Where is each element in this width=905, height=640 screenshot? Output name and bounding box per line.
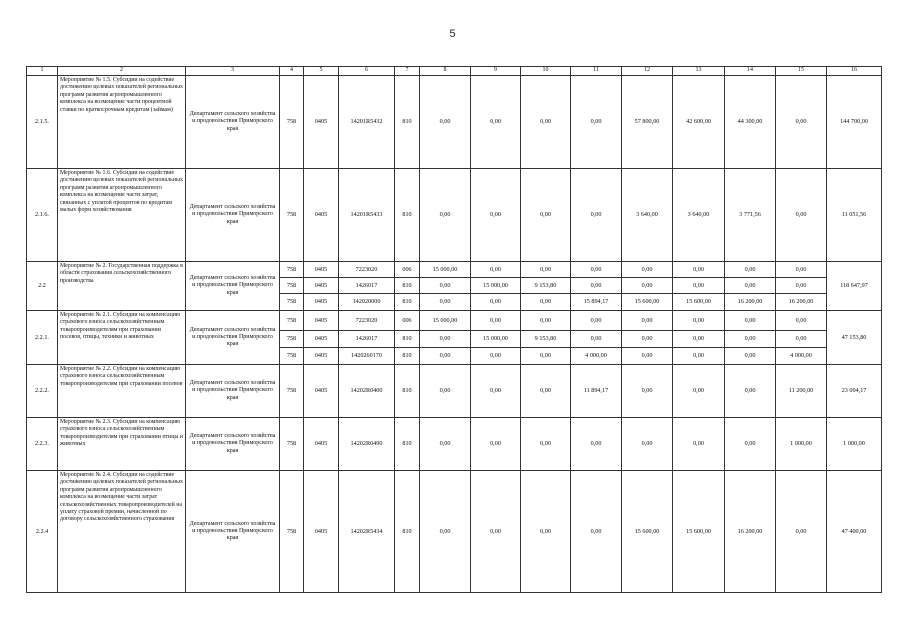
- amount-col-15: 11 200,00: [776, 365, 827, 418]
- amount-col-14: 16 200,00: [725, 471, 776, 593]
- row-total: 118 647,97: [827, 262, 882, 311]
- amount-col-13: 42 600,00: [673, 76, 725, 169]
- amount-col-15: 0,00: [776, 278, 827, 294]
- row-total: 144 700,00: [827, 76, 882, 169]
- amount-col-13: 15 600,00: [673, 471, 725, 593]
- column-header-16: 16: [827, 67, 882, 76]
- row-total: 11 051,56: [827, 169, 882, 262]
- table-row: [27, 471, 882, 593]
- ministry-code: 758: [280, 278, 304, 294]
- amount-col-14: 44 300,00: [725, 76, 776, 169]
- amount-col-12: 15 600,00: [622, 294, 673, 311]
- responsible-department: Департамент сельского хозяйства и продовольствия Приморского края: [186, 76, 280, 169]
- section-code: 0405: [304, 348, 339, 365]
- target-article-code: 1426017: [339, 331, 395, 348]
- section-code: 0405: [304, 294, 339, 311]
- amount-col-12: 0,00: [622, 418, 673, 471]
- ministry-code: 758: [280, 76, 304, 169]
- column-header-5: 5: [304, 67, 339, 76]
- amount-col-11: 15 894,17: [571, 294, 622, 311]
- amount-col-9: 0,00: [471, 418, 521, 471]
- column-header-14: 14: [725, 67, 776, 76]
- row-total: 47 400,00: [827, 471, 882, 593]
- section-code: 0405: [304, 331, 339, 348]
- column-header-7: 7: [395, 67, 420, 76]
- amount-col-8: 0,00: [420, 278, 471, 294]
- expense-type-code: 810: [395, 418, 420, 471]
- section-code: 0405: [304, 278, 339, 294]
- amount-col-12: 3 640,00: [622, 169, 673, 262]
- budget-table: [26, 66, 882, 593]
- section-code: 0405: [304, 418, 339, 471]
- amount-col-11: 0,00: [571, 278, 622, 294]
- amount-col-11: 11 894,17: [571, 365, 622, 418]
- table-row: [27, 76, 882, 169]
- column-header-3: 3: [186, 67, 280, 76]
- section-code: 0405: [304, 471, 339, 593]
- amount-col-13: 0,00: [673, 262, 725, 278]
- row-total: 47 153,80: [827, 311, 882, 365]
- amount-col-12: 0,00: [622, 278, 673, 294]
- ministry-code: 758: [280, 331, 304, 348]
- column-header-2: 2: [58, 67, 186, 76]
- column-header-8: 8: [420, 67, 471, 76]
- amount-col-8: 0,00: [420, 169, 471, 262]
- amount-col-11: 0,00: [571, 76, 622, 169]
- amount-col-8: 0,00: [420, 348, 471, 365]
- amount-col-8: 0,00: [420, 76, 471, 169]
- amount-col-10: 0,00: [521, 348, 571, 365]
- amount-col-12: 15 600,00: [622, 471, 673, 593]
- amount-col-15: 0,00: [776, 76, 827, 169]
- amount-col-13: 0,00: [673, 348, 725, 365]
- row-total: 23 094,17: [827, 365, 882, 418]
- amount-col-9: 0,00: [471, 348, 521, 365]
- table-row: [27, 418, 882, 471]
- amount-col-11: 0,00: [571, 262, 622, 278]
- amount-col-9: 0,00: [471, 76, 521, 169]
- amount-col-9: 15 000,00: [471, 331, 521, 348]
- amount-col-14: 0,00: [725, 418, 776, 471]
- expense-type-code: 006: [395, 262, 420, 278]
- measure-name: Мероприятие № 2.2. Субсидии на компенсацию страхового взноса сельскохозяйственным товаропроизводителям при страховании посевов: [58, 365, 186, 418]
- row-number: 2.2: [27, 262, 58, 311]
- column-header-6: 6: [339, 67, 395, 76]
- ministry-code: 758: [280, 311, 304, 331]
- amount-col-9: 0,00: [471, 169, 521, 262]
- amount-col-14: 0,00: [725, 278, 776, 294]
- amount-col-12: 0,00: [622, 365, 673, 418]
- ministry-code: 758: [280, 262, 304, 278]
- row-number: 2.2.3.: [27, 418, 58, 471]
- amount-col-12: 0,00: [622, 331, 673, 348]
- amount-col-12: 0,00: [622, 311, 673, 331]
- amount-col-13: 0,00: [673, 278, 725, 294]
- responsible-department: Департамент сельского хозяйства и продовольствия Приморского края: [186, 418, 280, 471]
- expense-type-code: 810: [395, 294, 420, 311]
- header-row: [27, 67, 882, 76]
- amount-col-8: 15 000,00: [420, 262, 471, 278]
- amount-col-15: 0,00: [776, 262, 827, 278]
- section-code: 0405: [304, 262, 339, 278]
- amount-col-8: 0,00: [420, 471, 471, 593]
- amount-col-11: 0,00: [571, 418, 622, 471]
- amount-col-13: 0,00: [673, 418, 725, 471]
- amount-col-8: 15 000,00: [420, 311, 471, 331]
- row-number: 2.1.5.: [27, 76, 58, 169]
- amount-col-12: 57 800,00: [622, 76, 673, 169]
- target-article-code: 1426017: [339, 278, 395, 294]
- amount-col-10: 9 153,80: [521, 331, 571, 348]
- amount-col-10: 9 153,80: [521, 278, 571, 294]
- amount-col-8: 0,00: [420, 331, 471, 348]
- amount-col-14: 3 771,56: [725, 169, 776, 262]
- section-code: 0405: [304, 76, 339, 169]
- expense-type-code: 810: [395, 76, 420, 169]
- amount-col-10: 0,00: [521, 311, 571, 331]
- section-code: 0405: [304, 365, 339, 418]
- target-article-code: 7223020: [339, 311, 395, 331]
- amount-col-15: 0,00: [776, 471, 827, 593]
- amount-col-13: 0,00: [673, 311, 725, 331]
- amount-col-11: 0,00: [571, 169, 622, 262]
- row-total: 1 000,00: [827, 418, 882, 471]
- target-article-code: 14201R5432: [339, 76, 395, 169]
- amount-col-8: 0,00: [420, 294, 471, 311]
- column-header-11: 11: [571, 67, 622, 76]
- expense-type-code: 810: [395, 365, 420, 418]
- measure-name: Мероприятие № 2. Государственная поддержка в области страхования сельскохозяйственного производства: [58, 262, 186, 311]
- section-code: 0405: [304, 169, 339, 262]
- responsible-department: Департамент сельского хозяйства и продовольствия Приморского края: [186, 365, 280, 418]
- section-code: 0405: [304, 311, 339, 331]
- ministry-code: 758: [280, 169, 304, 262]
- amount-col-14: 0,00: [725, 262, 776, 278]
- expense-type-code: 810: [395, 471, 420, 593]
- amount-col-9: 0,00: [471, 294, 521, 311]
- table-row: [27, 311, 882, 331]
- column-header-1: 1: [27, 67, 58, 76]
- target-article-code: 14202R0490: [339, 418, 395, 471]
- column-header-13: 13: [673, 67, 725, 76]
- ministry-code: 758: [280, 348, 304, 365]
- column-header-10: 10: [521, 67, 571, 76]
- amount-col-10: 0,00: [521, 76, 571, 169]
- amount-col-15: 4 000,00: [776, 348, 827, 365]
- measure-name: Мероприятие № 2.4. Субсидии на содействие достижению целевых показателей региональных программ развития агропромышленного комплекса на возмещение части затрат сельскохозяйственных товаропроизводителей на уплату страховой премии, начисленной по договору сельскохозяйственного страхования: [58, 471, 186, 593]
- ministry-code: 758: [280, 365, 304, 418]
- amount-col-12: 0,00: [622, 348, 673, 365]
- amount-col-10: 0,00: [521, 262, 571, 278]
- amount-col-14: 16 200,00: [725, 294, 776, 311]
- row-number: 2.1.6.: [27, 169, 58, 262]
- amount-col-13: 15 600,00: [673, 294, 725, 311]
- target-article-code: 14201R5433: [339, 169, 395, 262]
- column-header-15: 15: [776, 67, 827, 76]
- amount-col-15: 0,00: [776, 169, 827, 262]
- amount-col-11: 0,00: [571, 311, 622, 331]
- measure-name: Мероприятие № 1.6. Субсидии на содействие достижению целевых показателей региональных программ развития агропромышленного комплекса на возмещение части затрат, связанных с уплатой процентов по кредитам малых форм хозяйствования: [58, 169, 186, 262]
- amount-col-10: 0,00: [521, 169, 571, 262]
- amount-col-9: 15 000,00: [471, 278, 521, 294]
- measure-name: Мероприятие № 1.5. Субсидии на содействие достижению целевых показателей региональных программ развития агропромышленного комплекса на возмещение части процентной ставки по краткосрочным кредитам (займам): [58, 76, 186, 169]
- amount-col-10: 0,00: [521, 365, 571, 418]
- amount-col-8: 0,00: [420, 365, 471, 418]
- amount-col-13: 0,00: [673, 365, 725, 418]
- responsible-department: Департамент сельского хозяйства и продовольствия Приморского края: [186, 262, 280, 311]
- responsible-department: Департамент сельского хозяйства и продовольствия Приморского края: [186, 311, 280, 365]
- expense-type-code: 006: [395, 311, 420, 331]
- amount-col-11: 4 000,00: [571, 348, 622, 365]
- row-number: 2.2.4: [27, 471, 58, 593]
- amount-col-13: 3 640,00: [673, 169, 725, 262]
- amount-col-14: 0,00: [725, 331, 776, 348]
- page-number: 5: [449, 28, 456, 40]
- target-article-code: 14202R5434: [339, 471, 395, 593]
- measure-name: Мероприятие № 2.3. Субсидии на компенсацию страхового взноса сельскохозяйственным товаропроизводителям при страховании птицы и животных: [58, 418, 186, 471]
- target-article-code: 142020000: [339, 294, 395, 311]
- ministry-code: 758: [280, 418, 304, 471]
- amount-col-11: 0,00: [571, 471, 622, 593]
- ministry-code: 758: [280, 294, 304, 311]
- amount-col-10: 0,00: [521, 418, 571, 471]
- amount-col-15: 16 200,00: [776, 294, 827, 311]
- amount-col-12: 0,00: [622, 262, 673, 278]
- measure-name: Мероприятие № 2.1. Субсидии на компенсацию страхового взноса сельскохозяйственным товаропроизводителям при страховании посевов, птицы, техники и животных: [58, 311, 186, 365]
- responsible-department: Департамент сельского хозяйства и продовольствия Приморского края: [186, 471, 280, 593]
- amount-col-14: 0,00: [725, 365, 776, 418]
- table-row: [27, 365, 882, 418]
- amount-col-14: 0,00: [725, 348, 776, 365]
- target-article-code: 7223020: [339, 262, 395, 278]
- row-number: 2.2.1.: [27, 311, 58, 365]
- ministry-code: 758: [280, 471, 304, 593]
- column-header-12: 12: [622, 67, 673, 76]
- expense-type-code: 810: [395, 331, 420, 348]
- amount-col-9: 0,00: [471, 471, 521, 593]
- expense-type-code: 810: [395, 348, 420, 365]
- expense-type-code: 810: [395, 169, 420, 262]
- amount-col-15: 0,00: [776, 311, 827, 331]
- amount-col-15: 1 000,00: [776, 418, 827, 471]
- amount-col-9: 0,00: [471, 365, 521, 418]
- table-row: [27, 262, 882, 278]
- table-row: [27, 169, 882, 262]
- column-header-9: 9: [471, 67, 521, 76]
- amount-col-9: 0,00: [471, 262, 521, 278]
- column-header-4: 4: [280, 67, 304, 76]
- amount-col-9: 0,00: [471, 311, 521, 331]
- target-article-code: 14202R0400: [339, 365, 395, 418]
- row-number: 2.2.2.: [27, 365, 58, 418]
- amount-col-11: 0,00: [571, 331, 622, 348]
- expense-type-code: 810: [395, 278, 420, 294]
- amount-col-10: 0,00: [521, 471, 571, 593]
- amount-col-10: 0,00: [521, 294, 571, 311]
- amount-col-15: 0,00: [776, 331, 827, 348]
- amount-col-13: 0,00: [673, 331, 725, 348]
- target-article-code: 1420260170: [339, 348, 395, 365]
- amount-col-8: 0,00: [420, 418, 471, 471]
- amount-col-14: 0,00: [725, 311, 776, 331]
- responsible-department: Департамент сельского хозяйства и продовольствия Приморского края: [186, 169, 280, 262]
